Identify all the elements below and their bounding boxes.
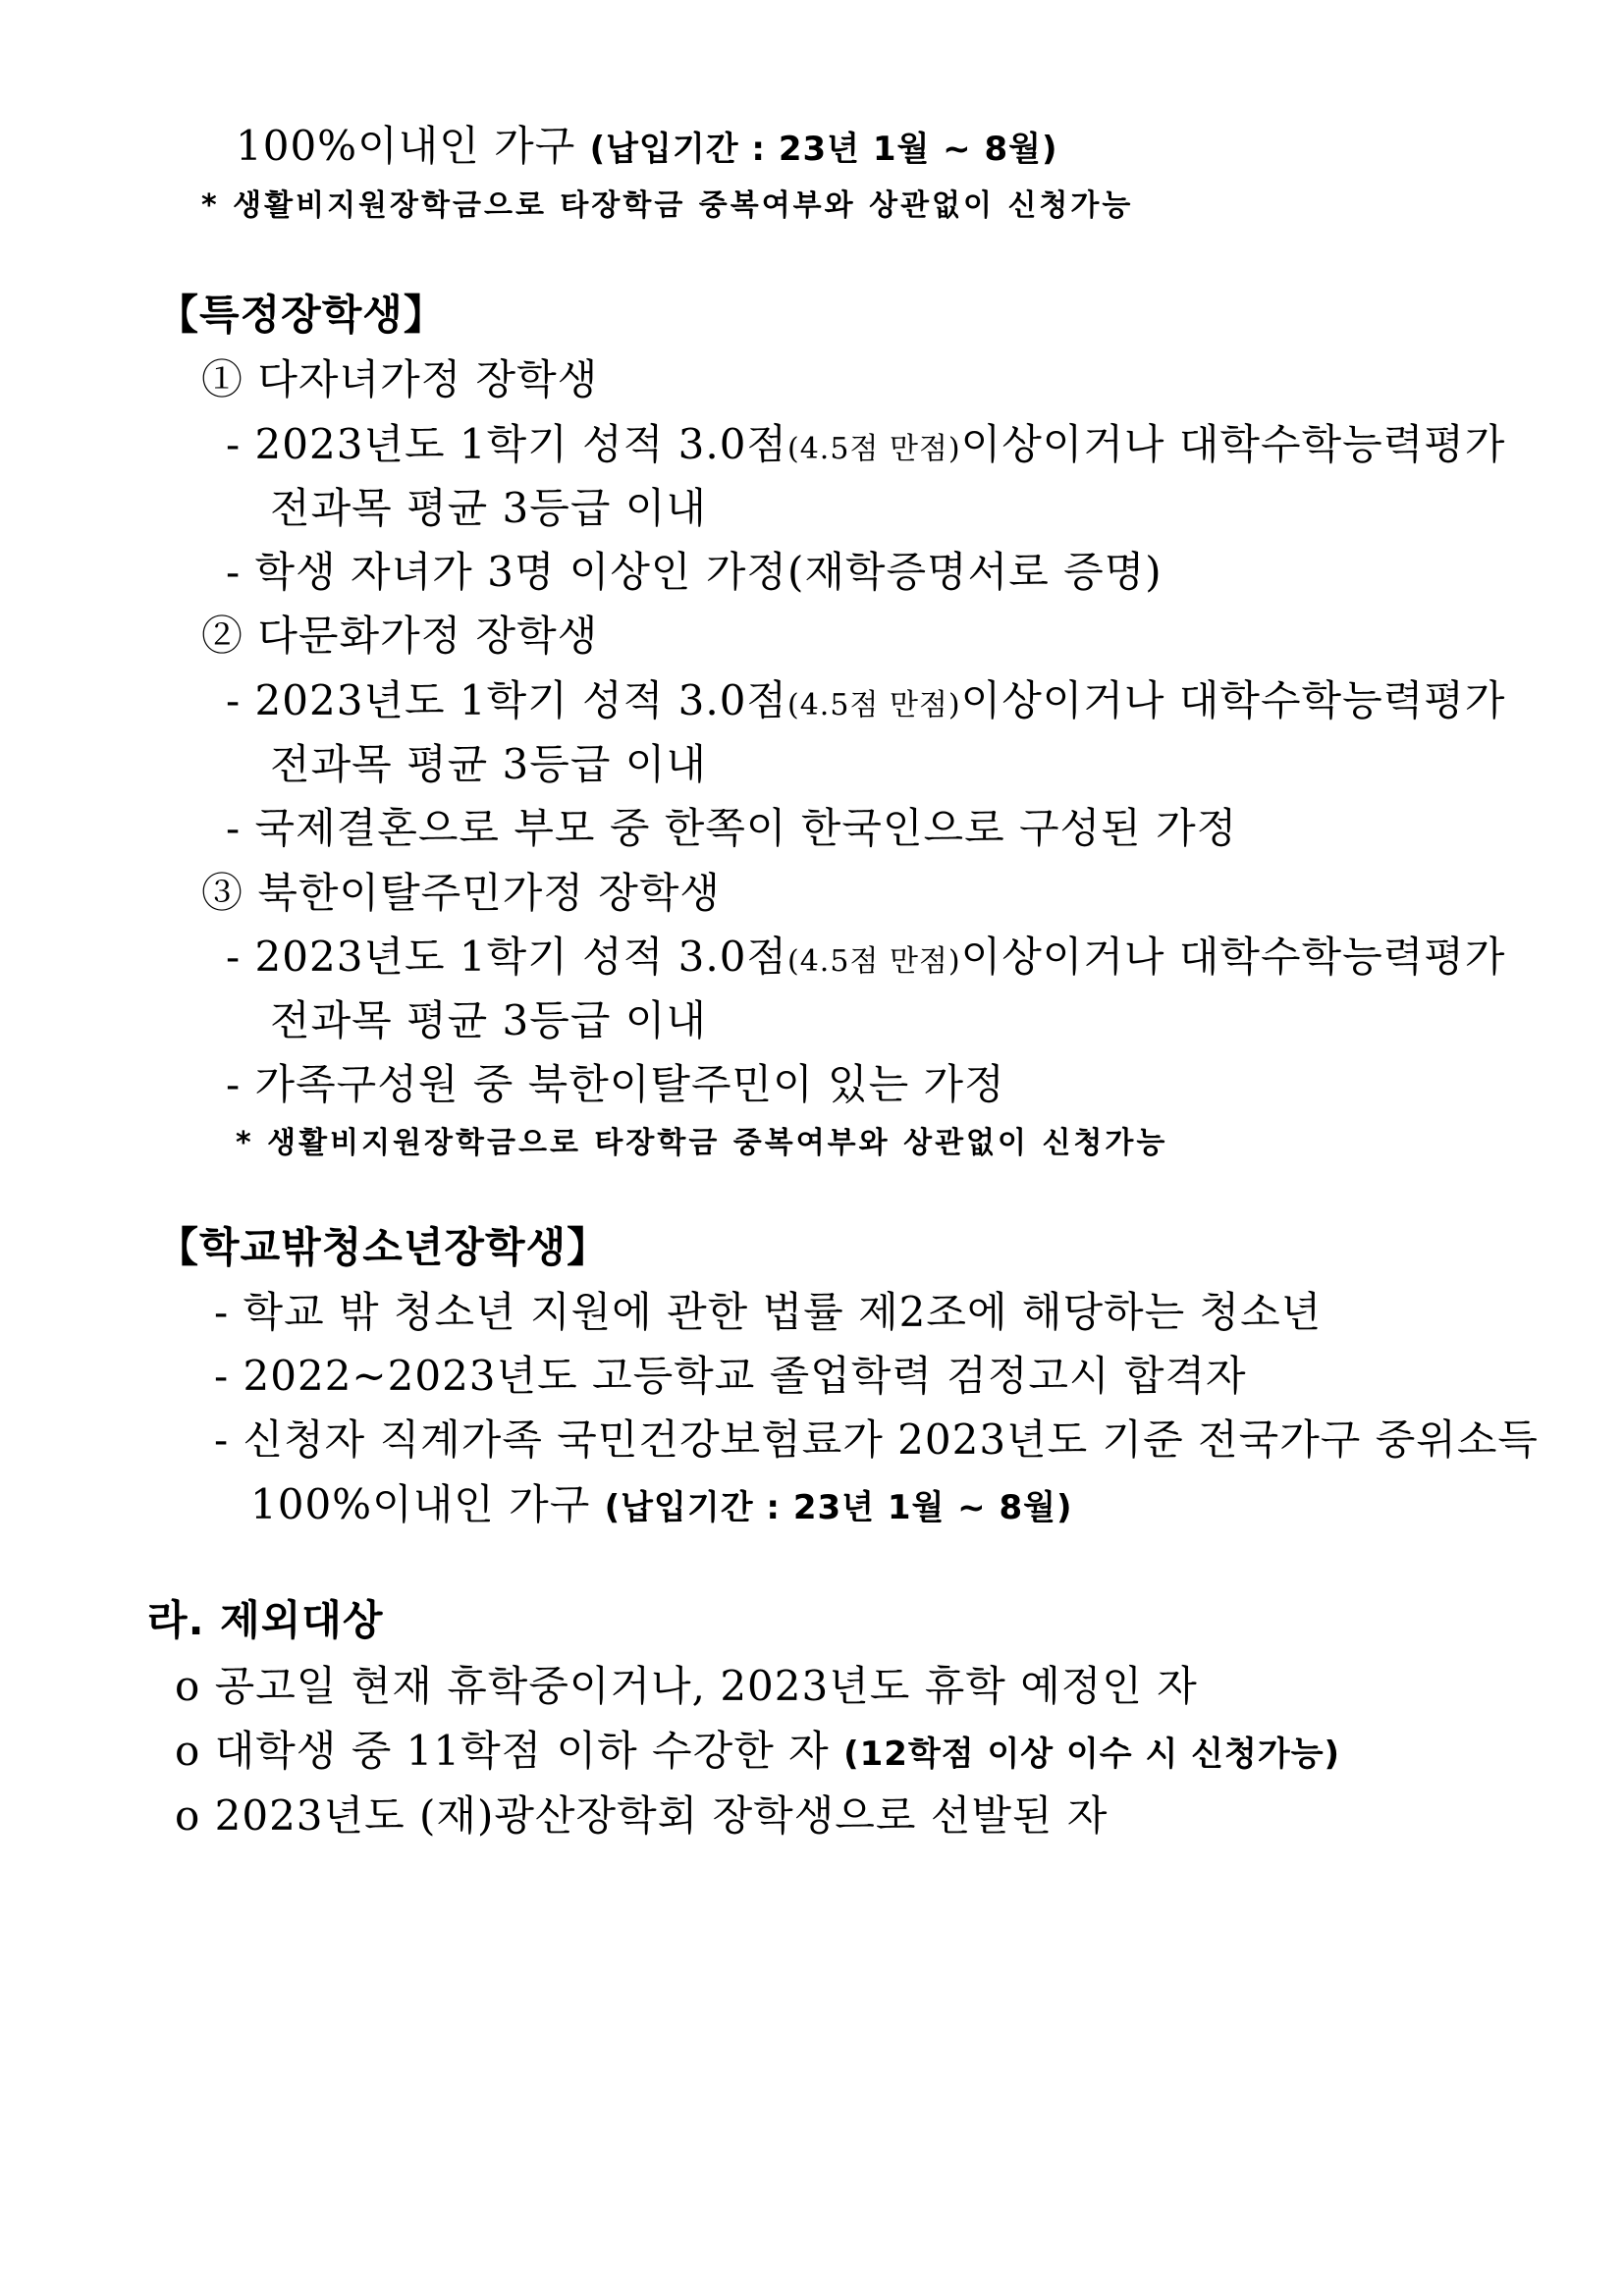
condition-3: - 가족구성원 중 북한이탈주민이 있는 가정 — [226, 1060, 1005, 1108]
exclusion-note: (12학점 이상 이수 시 신청가능) — [843, 1735, 1341, 1774]
condition-2: - 국제결혼으로 부모 중 한쪽이 한국인으로 구성된 가정 — [226, 804, 1238, 852]
youth-item-2: - 2022~2023년도 고등학교 졸업학력 검정고시 합격자 — [214, 1352, 1247, 1400]
payment-period: (납입기간 : 23년 1월 ~ 8월) — [604, 1488, 1073, 1527]
grade-scale: (4.5점 만점) — [787, 688, 961, 722]
group-title-3: ③ 북한이탈주민가정 장학생 — [201, 869, 721, 917]
grade-line-3 — [226, 933, 1506, 981]
exclusion-item-2 — [175, 1727, 1341, 1775]
exclusion-item-3: o 2023년도 (재)광산장학회 장학생으로 선발된 자 — [175, 1791, 1109, 1840]
special-heading: 【특정장학생】 — [157, 291, 446, 339]
exclusion-text: o 대학생 중 11학점 이하 수강한 자 — [175, 1727, 844, 1775]
grade-text-a: - 2023년도 1학기 성적 3.0점 — [226, 676, 788, 724]
income-text: 100%이내인 가구 — [236, 122, 590, 170]
grade-cont-2: 전과목 평균 3등급 이내 — [270, 740, 707, 788]
grade-text-b: 이상이거나 대학수학능력평가 — [960, 933, 1506, 981]
payment-period: (납입기간 : 23년 1월 ~ 8월) — [589, 130, 1058, 169]
note-top: * 생활비지원장학금으로 타장학금 중복여부와 상관없이 신청가능 — [201, 188, 1134, 223]
grade-text-a: - 2023년도 1학기 성적 3.0점 — [226, 933, 788, 981]
grade-text-b: 이상이거나 대학수학능력평가 — [960, 420, 1506, 468]
grade-text-b: 이상이거나 대학수학능력평가 — [960, 676, 1506, 724]
youth-item-3: - 신청자 직계가족 국민건강보험료가 2023년도 기준 전국가구 중위소득 — [214, 1415, 1539, 1464]
income-line-top — [236, 122, 1058, 170]
exclusion-item-1: o 공고일 현재 휴학중이거나, 2023년도 휴학 예정인 자 — [175, 1662, 1198, 1710]
youth-heading: 【학교밖청소년장학생】 — [157, 1223, 610, 1271]
grade-cont-3: 전과목 평균 3등급 이내 — [270, 996, 707, 1044]
youth-item-1: - 학교 밖 청소년 지원에 관한 법률 제2조에 해당하는 청소년 — [214, 1288, 1323, 1336]
group-title-2: ② 다문화가정 장학생 — [201, 612, 599, 660]
grade-scale: (4.5점 만점) — [787, 944, 961, 979]
grade-cont-1: 전과목 평균 3등급 이내 — [270, 484, 707, 532]
income-line-youth — [250, 1480, 1073, 1528]
income-text: 100%이내인 가구 — [250, 1480, 605, 1528]
group-title-1: ① 다자녀가정 장학생 — [201, 355, 599, 403]
grade-scale: (4.5점 만점) — [787, 432, 961, 466]
grade-text-a: - 2023년도 1학기 성적 3.0점 — [226, 420, 788, 468]
exclusion-heading: 라. 제외대상 — [147, 1596, 384, 1644]
note-special: * 생활비지원장학금으로 타장학금 중복여부와 상관없이 신청가능 — [236, 1126, 1168, 1160]
grade-line-2 — [226, 676, 1506, 724]
condition-1: - 학생 자녀가 3명 이상인 가정(재학증명서로 증명) — [226, 548, 1163, 596]
grade-line-1 — [226, 420, 1506, 468]
